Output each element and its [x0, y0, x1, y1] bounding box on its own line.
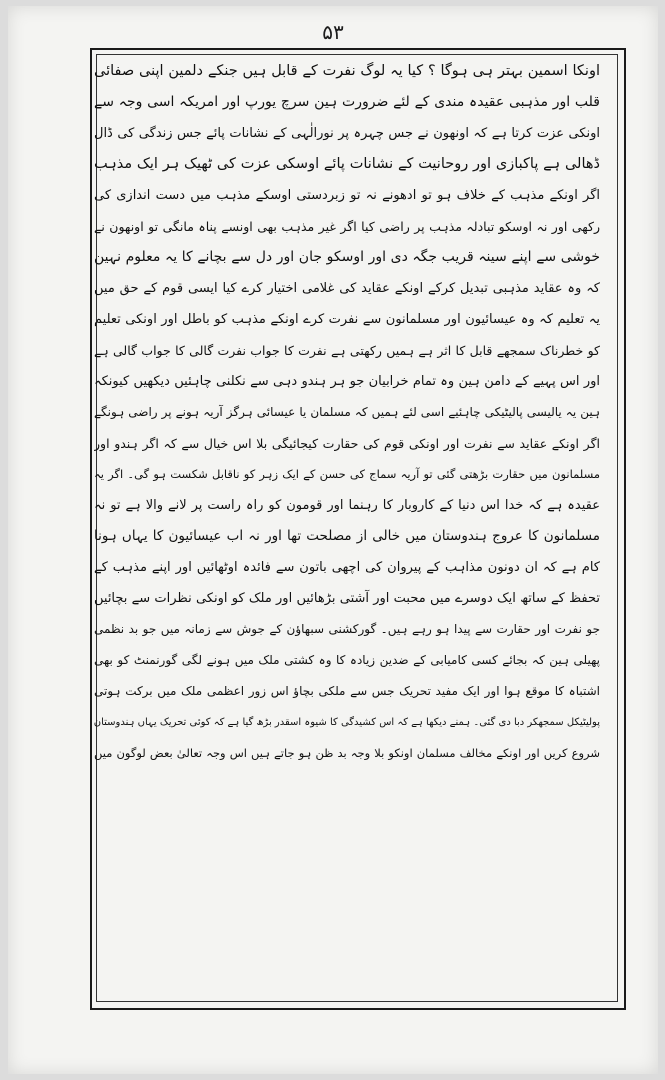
text-line: اور اس پہیے کے دامن ہین وہ تمام خرابیان جو ہر ہندو دہی سے نکلنی چاہئیں دیکھیں کیونکہ — [94, 374, 600, 389]
text-line: جو نفرت اور حقارت سے پیدا ہو رہے ہیں۔ گورکشنی سبھاؤن کے جوش سے زمانہ میں جو بد نظمی — [94, 622, 600, 636]
text-line: قلب اور مذہبی عقیدہ مندی کے لئے ضرورت ہین سرچ یورپ اور امریکہ اسی وجہ سے — [94, 94, 600, 110]
text-line: مسلمانون میں حقارت بڑھتی گئی تو آریہ سماج کی حسن کے ایک زہر کو ناقابل شکست ہو گی۔ اگر یہ — [94, 467, 600, 481]
urdu-text-block — [94, 56, 600, 986]
page-number: ۵۳ — [322, 20, 344, 44]
text-line: اونکی عزت کرتا ہے کہ اونھون نے جس چہرہ پر نورالٰہی کے نشانات پائے جس زندگی کی ڈال — [94, 126, 600, 141]
text-line: کو خطرناک سمجھے قابل کا اثر ہے ہمیں رکھتی ہے نفرت کا جواب نفرت گالی کا جواب گالی ہے — [94, 343, 600, 358]
text-line: پھیلی ہین کہ بجائے کسی کامیابی کے ضدین زیادہ کا وہ کشتی ملک میں ہونے لگی گورنمنٹ کو بھی — [94, 653, 600, 667]
text-line: اگر اونکے مذہب کے خلاف ہو تو ادھونے نہ تو زبردستی اوسکے مذہب میں دست اندازی کی — [94, 188, 600, 203]
text-line: اونکا اسمین بہتر ہی ہوگا ؟ کیا یہ لوگ نفرت کے قابل ہیں جنکے دلمین اپنی صفائی — [94, 63, 600, 79]
text-line: شروع کریں اور اونکے مخالف مسلمان اونکو بلا وجہ بد ظن ہو جاتے ہیں اس وجہ تعالیٰ بعض لوگون میں — [94, 746, 600, 760]
text-line: خوشی سے اپنے سینہ قریب جگہ دی اور اوسکو جان اور دل سے بچانے کا یہ معلوم نہین — [94, 249, 600, 265]
text-line: اشتباہ کا موقع ہوا اور ایک مفید تحریک جس سے ملکی بچاؤ اس زور اعظمی ملک میں برکت ہوتی — [94, 684, 600, 698]
text-line: پولیٹیکل سمجھکر دبا دی گئی۔ ہمنے دیکھا ہے کہ اس کشیدگی کا شیوہ اسقدر بڑھ گیا ہے کہ کوئی تحریک یہاں ہندوستان — [94, 717, 600, 728]
text-line: ڈھالی ہے پاکبازی اور روحانیت کے نشانات پائے اوسکی عزت کی ٹھیک ہر ایک مذہب — [94, 156, 600, 172]
text-line: کام ہے کہ ان دونون مذاہب کے پیروان کی اچھی باتون سے فائدہ اوٹھائیں اور اپنے مذہب کے — [94, 560, 600, 575]
text-line: عقیدہ ہے کہ خدا اس دنیا کے کاروبار کا رہنما اور قومون کو راہ راست پر لانے والا ہے تو نہ — [94, 498, 600, 513]
text-line: مسلمانون کا عروج ہندوستان میں خالی از مصلحت تھا اور نہ اب عیسائیون کا یہاں ہونا — [94, 528, 600, 544]
text-line: رکھی اور نہ اوسکو تبادلہ مذہب پر راضی کیا اگر غیر مذہب بھی اونسے پناہ مانگی تو اونھون نے — [94, 219, 600, 234]
text-line: کہ وہ عقاید مذہبی تبدیل کرکے اونکے عقاید کی غلامی اختیار کرے کیا ایسی قوم کے حق میں — [94, 281, 600, 296]
text-line: ہین یہ یالیسی پالیٹیکی چاہئیے اسی لئے ہمیں کہ مسلمان یا عیسائی ہرگز آریہ ہونے پر راضی ہونگے — [94, 405, 600, 419]
text-line: تحفظ کے ساتھ ایک دوسرے میں محبت اور آشتی بڑھائیں اور ملک کو اونکی نظرات سے بچائیں — [94, 591, 600, 606]
text-line: یہ تعلیم کہ وہ عیسائیون اور مسلمانون سے نفرت کرے اونکے مذہب کو باطل اور اونکی تعلیم — [94, 312, 600, 327]
text-line: اگر اونکے عقاید سے نفرت اور اونکی قوم کی حقارت کیجائیگی بلا اس خیال سے کہ اگر ہندو اور — [94, 436, 600, 451]
